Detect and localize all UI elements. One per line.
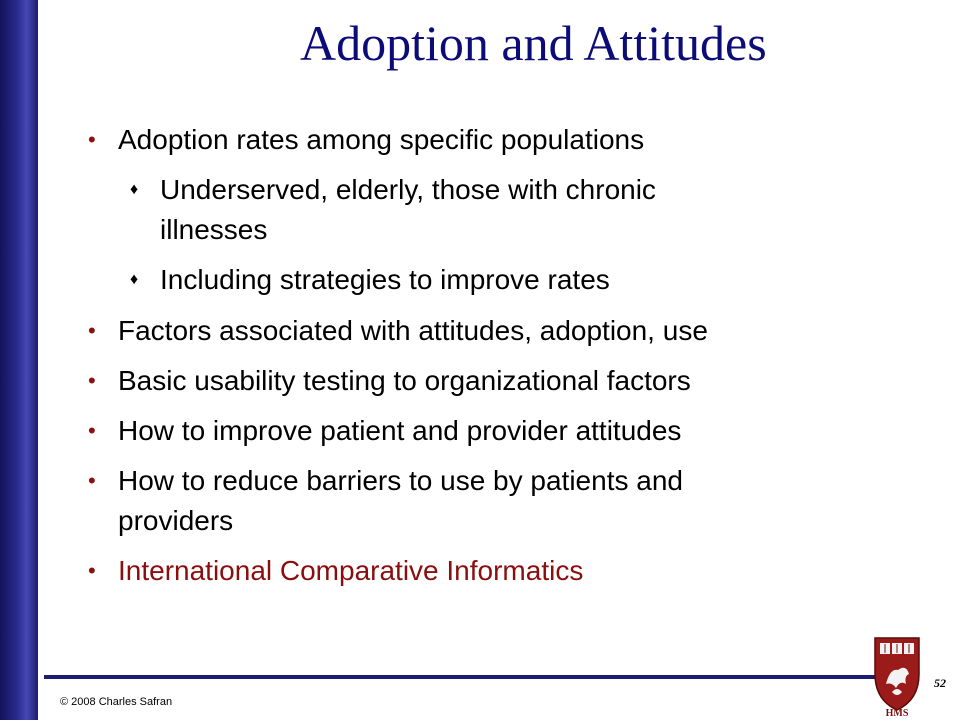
bullet-item (88, 311, 708, 351)
logo-text: HMS (885, 708, 909, 718)
bullet-dot-icon: • (88, 127, 96, 152)
bullet-dot-icon: • (88, 318, 96, 343)
bullet-dot-icon: • (88, 418, 96, 443)
bullet-item-highlighted (88, 551, 584, 591)
slide-side-bar (0, 0, 38, 720)
footer-divider (44, 675, 876, 679)
bullet-item (88, 120, 645, 160)
bullet-text: How to improve patient and provider attitudes (118, 415, 682, 446)
diamond-bullet-icon: ♦ (130, 181, 139, 198)
copyright-notice: © 2008 Charles Safran (60, 696, 173, 708)
bullet-text: Adoption rates among specific populations (118, 124, 645, 155)
diamond-bullet-icon: ♦ (130, 271, 139, 288)
sub-bullet-item (130, 170, 656, 250)
bullet-dot-icon: • (88, 468, 96, 493)
bullet-item (88, 411, 682, 451)
sub-bullet-item (130, 260, 610, 300)
bullet-text-line: providers (118, 505, 234, 536)
slide-title: Adoption and Attitudes (300, 15, 767, 71)
bullet-text: International Comparative Informatics (118, 555, 584, 586)
bullet-item (88, 461, 683, 541)
page-number: 52 (934, 676, 946, 690)
sub-bullet-text-line: illnesses (160, 214, 268, 245)
bullet-item (88, 361, 691, 401)
bullet-text-line: How to reduce barriers to use by patients and (118, 465, 683, 496)
bullet-dot-icon: • (88, 368, 96, 393)
bullet-text: Basic usability testing to organizational factors (118, 365, 691, 396)
bullet-dot-icon: • (88, 558, 96, 583)
sub-bullet-text: Including strategies to improve rates (160, 264, 610, 295)
sub-bullet-text-line: Underserved, elderly, those with chronic (160, 174, 656, 205)
bullet-text: Factors associated with attitudes, adoption, use (118, 315, 708, 346)
harvard-medical-school-shield-icon (872, 634, 922, 718)
